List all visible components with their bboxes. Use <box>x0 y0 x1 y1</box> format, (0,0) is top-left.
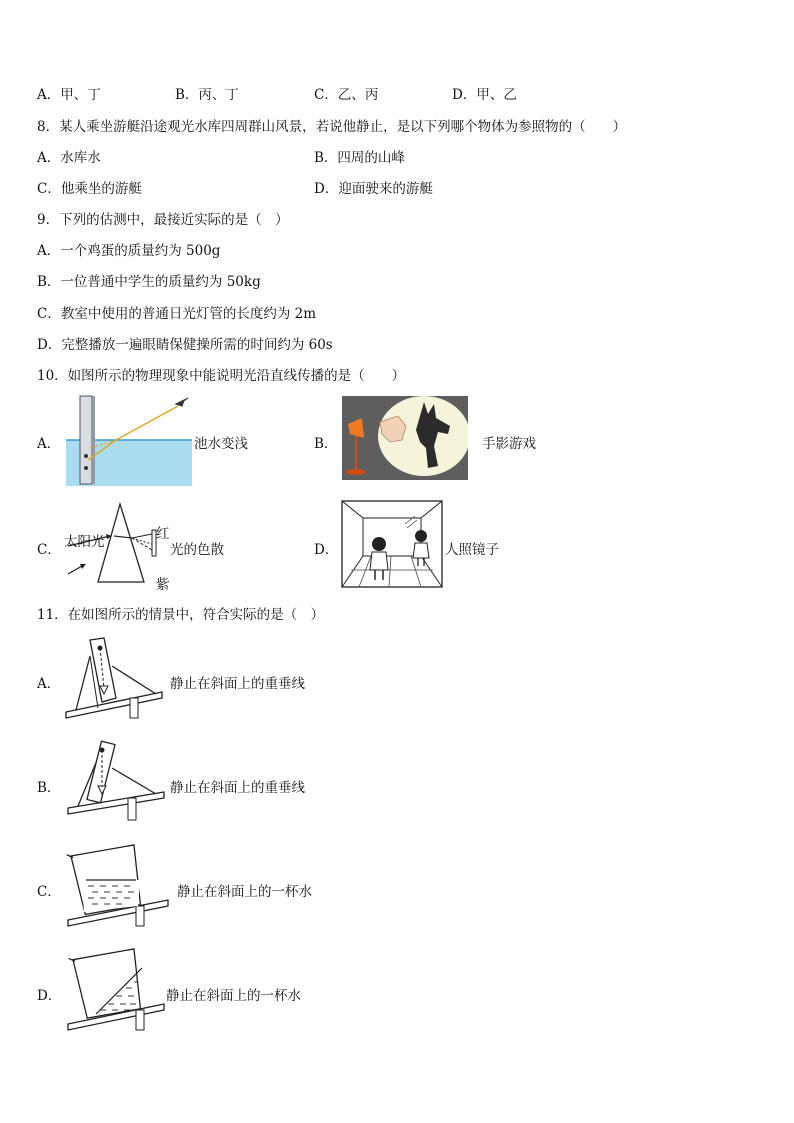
water-cup-figure-d <box>66 948 166 1032</box>
q10-option-d-letter: D． <box>314 542 339 558</box>
q10-option-a-letter: A． <box>37 436 61 452</box>
q7-option-c: C．乙、丙 <box>314 87 379 103</box>
q11-option-d-caption: 静止在斜面上的一杯水 <box>166 988 301 1004</box>
sunlight-label: 太阳光 <box>64 534 105 550</box>
q8-option-b: B．四周的山峰 <box>314 150 405 166</box>
q11-option-b-caption: 静止在斜面上的重垂线 <box>170 780 305 796</box>
q7-option-a: A．甲、丁 <box>37 87 101 103</box>
q9-option-a: A．一个鸡蛋的质量约为 500g <box>37 243 221 259</box>
q9-option-b: B．一位普通中学生的质量约为 50kg <box>37 274 261 290</box>
q10-option-d-caption: 人照镜子 <box>445 542 499 558</box>
q11-option-b-letter: B． <box>37 780 61 796</box>
q10-stem: 10．如图所示的物理现象中能说明光沿直线传播的是（ ） <box>37 368 406 384</box>
q11-option-c-letter: C． <box>37 884 61 900</box>
mirror-figure <box>341 500 443 588</box>
q9-stem: 9．下列的估测中，最接近实际的是（ ） <box>37 212 289 228</box>
q7-option-d: D．甲、乙 <box>452 87 517 103</box>
q8-stem: 8．某人乘坐游艇沿途观光水库四周群山风景，若说他静止，是以下列哪个物体为参照物的（ ） <box>37 119 627 135</box>
plumb-line-figure-b <box>66 740 166 824</box>
plumb-line-figure-a <box>64 636 164 720</box>
water-cup-figure-c <box>66 844 170 928</box>
q11-option-a-caption: 静止在斜面上的重垂线 <box>170 676 305 692</box>
q10-option-c-letter: C． <box>37 542 61 558</box>
hand-shadow-figure <box>342 396 468 480</box>
q7-option-b: B．丙、丁 <box>175 87 239 103</box>
q10-option-b-letter: B． <box>314 436 338 452</box>
q8-option-a: A．水库水 <box>37 150 101 166</box>
q11-option-d-letter: D． <box>37 988 62 1004</box>
q10-option-b-caption: 手影游戏 <box>482 436 536 452</box>
pool-refraction-figure <box>66 394 192 486</box>
q11-option-c-caption: 静止在斜面上的一杯水 <box>177 884 312 900</box>
q10-option-a-caption: 池水变浅 <box>194 436 248 452</box>
purple-label: 紫 <box>156 577 170 593</box>
q8-option-d: D．迎面驶来的游艇 <box>314 181 433 197</box>
red-label: 红 <box>156 526 170 542</box>
q9-option-c: C．教室中使用的普通日光灯管的长度约为 2m <box>37 306 317 322</box>
q11-option-a-letter: A． <box>37 676 61 692</box>
q10-option-c-caption: 光的色散 <box>170 542 224 558</box>
q9-option-d: D．完整播放一遍眼睛保健操所需的时间约为 60s <box>37 337 333 353</box>
q8-option-c: C．他乘坐的游艇 <box>37 181 142 197</box>
q11-stem: 11．在如图所示的情景中，符合实际的是（ ） <box>37 607 325 623</box>
